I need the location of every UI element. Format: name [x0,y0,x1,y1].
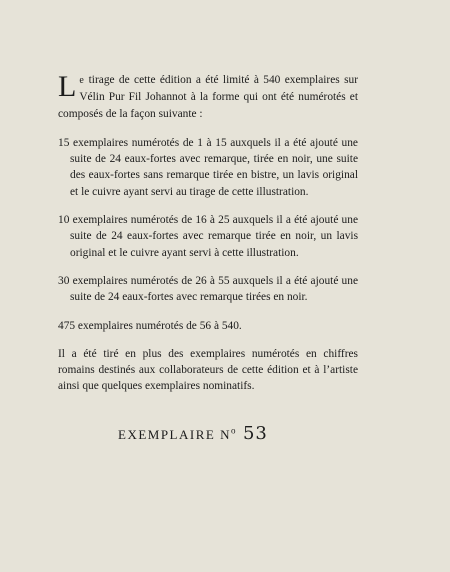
edition-paragraph-2: 10 exemplaires numérotés de 16 à 25 auxquels il a été ajouté une suite de 24 eaux-fortes avec remarque tirée en noir, un lavis original et le cuivre ayant servi à cette illustration. [58,214,358,259]
edition-paragraph-1: 15 exemplaires numérotés de 1 à 15 auxquels il a été ajouté une suite de 24 eaux-fortes avec remarque, tirée en noir, une suite des eaux-fortes sans remarque tirée en bistre, un lavis original et le cuivre ayant servi au tirage de cette illustration. [58,136,358,198]
intro-paragraph [58,72,358,122]
colophon-text [58,72,358,407]
edition-paragraph-3: 30 exemplaires numérotés de 26 à 55 auxquels il a été ajouté une suite de 24 eaux-fortes avec remarque tirées en noir. [58,274,358,304]
edition-paragraph-4: 475 exemplaires numérotés de 56 à 540. [58,319,242,332]
intro-smallcap: e [79,75,85,86]
drop-cap: L [58,70,77,103]
exemplaire-superscript: o [230,425,237,436]
exemplaire-number: 53 [242,423,268,444]
exemplaire-number-line [118,423,268,444]
exemplaire-label: EXEMPLAIRE N [118,427,231,442]
intro-text: tirage de cette édition a été limité à 540 exemplaires sur Vélin Pur Fil Johannot à la forme qui ont été numérotés et composés de la façon suivante : [58,74,358,120]
closing-paragraph: Il a été tiré en plus des exemplaires numérotés en chiffres romains destinés aux collaborateurs de cette édition et à l’artiste ainsi que quelques exemplaires nominatifs. [58,347,358,393]
